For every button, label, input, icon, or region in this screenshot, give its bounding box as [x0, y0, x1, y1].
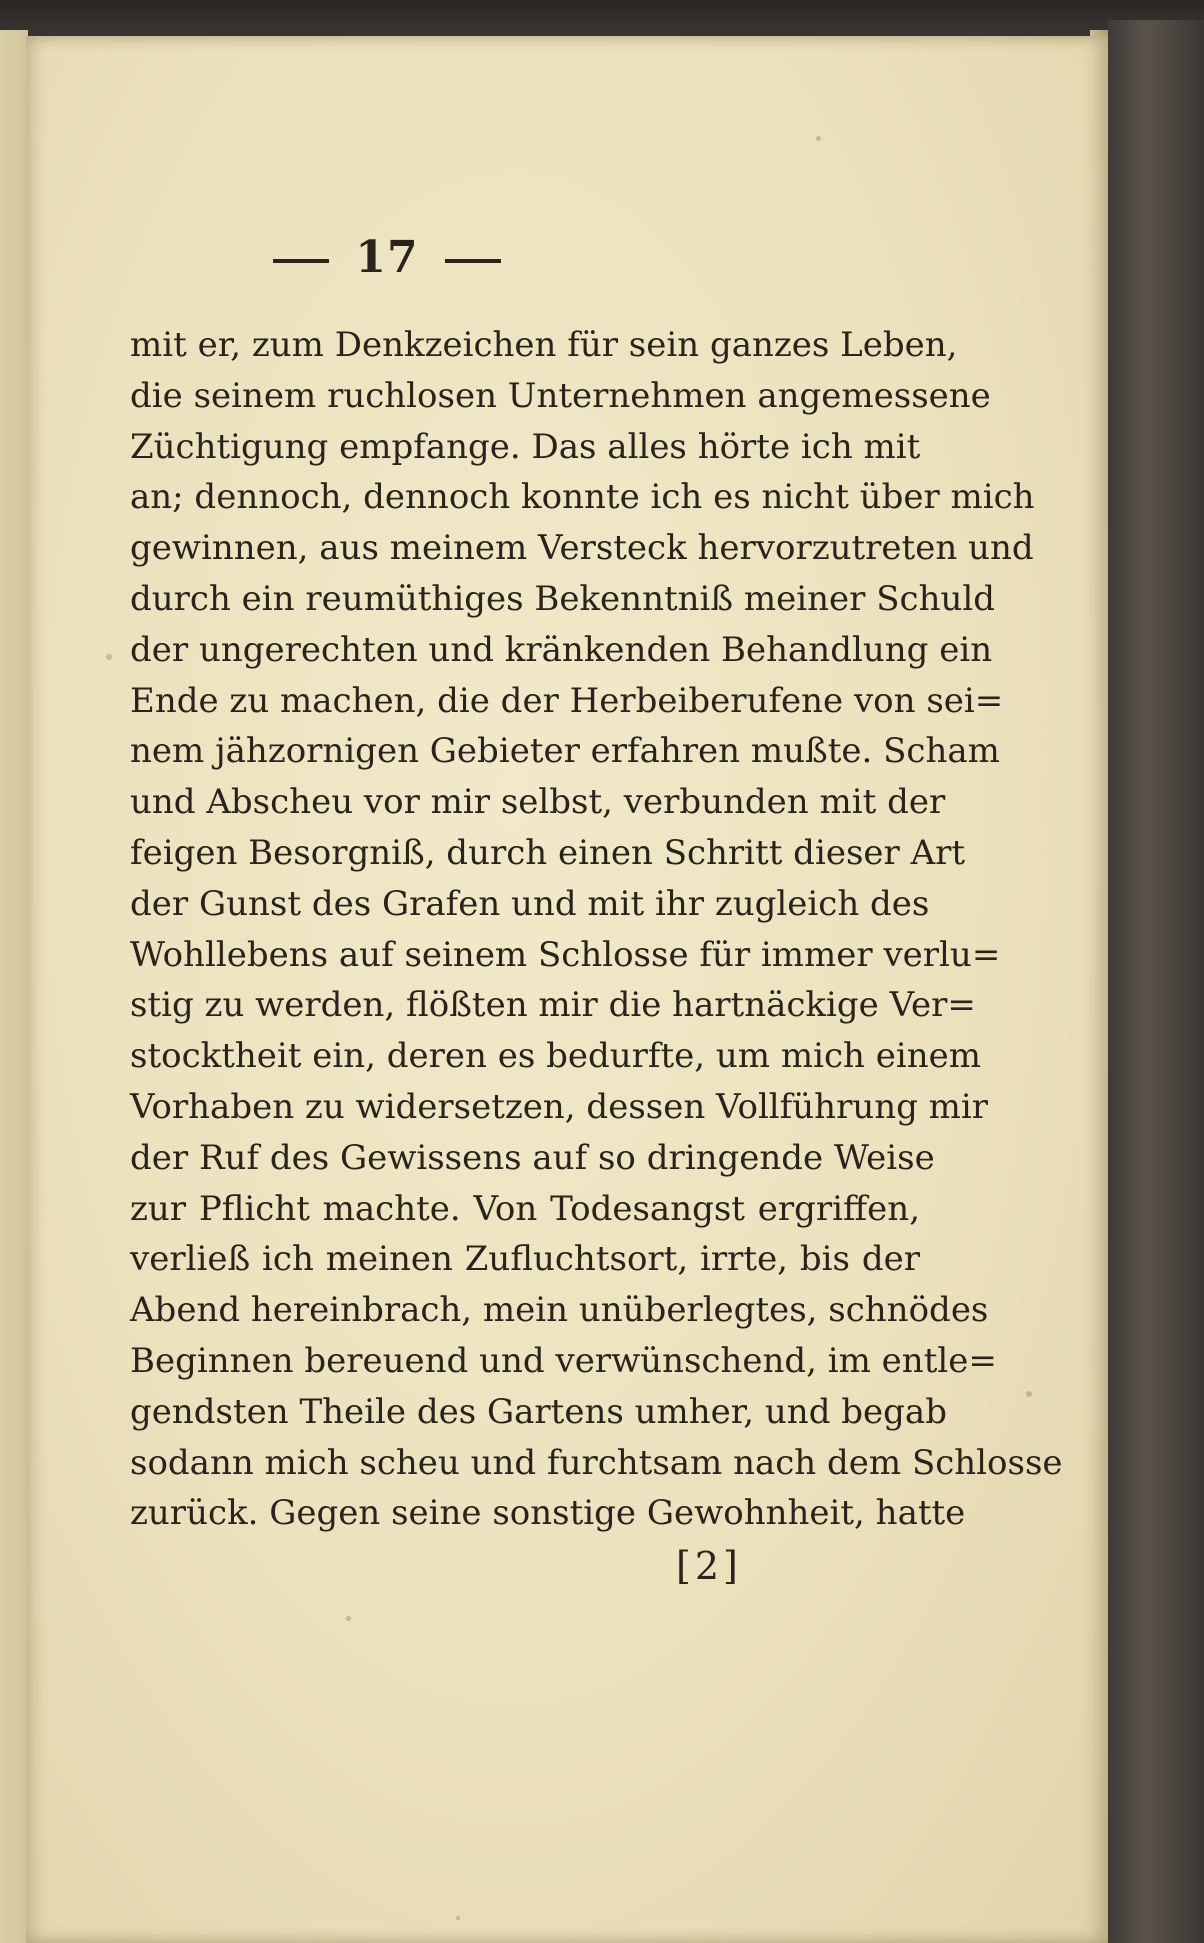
binding-top-edge: [0, 0, 1204, 40]
text-line: verließ ich meinen Zufluchtsort, irrte, bis der: [130, 1239, 920, 1280]
text-line: Abend hereinbrach, mein unüberlegtes, schnödes: [130, 1290, 989, 1331]
text-line: der ungerechten und kränkenden Behandlung ein: [130, 629, 993, 670]
text-line: stig zu werden, flößten mir die hartnäckige Ver=: [130, 985, 976, 1026]
text-line: der Ruf des Gewissens auf so dringende Weise: [130, 1137, 935, 1178]
text-line: gendsten Theile des Gartens umher, und begab: [130, 1391, 947, 1432]
text-line: die seinem ruchlosen Unternehmen angemessene: [130, 375, 991, 416]
text-line: zurück. Gegen seine sonstige Gewohnheit, hatte: [130, 1493, 966, 1534]
foxing-spot: [1026, 1391, 1032, 1397]
text-line: feigen Besorgniß, durch einen Schritt dieser Art: [130, 832, 966, 873]
text-line: an; dennoch, dennoch konnte ich es nicht über mich: [130, 477, 1035, 518]
foxing-spot: [106, 654, 112, 660]
text-line: Ende zu machen, die der Herbeiberufene von sei=: [130, 680, 1004, 721]
text-line: und Abscheu vor mir selbst, verbunden mit der: [130, 782, 946, 823]
text-line: Wohllebens auf seinem Schlosse für immer verlu=: [130, 934, 1001, 975]
text-line: Züchtigung empfange. Das alles hörte ich mit: [130, 426, 921, 467]
book-cover-edge: [1108, 20, 1204, 1943]
text-line: der Gunst des Grafen und mit ihr zugleich des: [130, 883, 930, 924]
text-line: nem jähzornigen Gebieter erfahren mußte. Scham: [130, 731, 1000, 772]
body-text: [130, 320, 1063, 1539]
foxing-spot: [346, 1616, 351, 1621]
text-line: gewinnen, aus meinem Versteck hervorzutreten und: [130, 528, 1034, 569]
book-page: [26, 36, 1108, 1943]
foxing-spot: [456, 1916, 460, 1920]
text-line: mit er, zum Denkzeichen für sein ganzes Leben,: [130, 325, 958, 365]
text-line: Beginnen bereuend und verwünschend, im entle=: [130, 1340, 997, 1381]
page-header: [0, 232, 928, 283]
foxing-spot: [816, 136, 821, 141]
signature-mark: [2]: [676, 1544, 742, 1588]
page-number: 17: [355, 232, 419, 283]
header-dash-right: [445, 259, 501, 263]
text-line: sodann mich scheu und furchtsam nach dem Schlosse: [130, 1442, 1063, 1483]
text-line: stocktheit ein, deren es bedurfte, um mich einem: [130, 1036, 981, 1077]
text-line: durch ein reumüthiges Bekenntniß meiner Schuld: [130, 578, 996, 619]
header-dash-left: [273, 259, 329, 263]
left-page-edge: [0, 30, 28, 1943]
text-line: Vorhaben zu widersetzen, dessen Vollführung mir: [130, 1086, 989, 1127]
text-line: zur Pflicht machte. Von Todesangst ergriffen,: [130, 1188, 920, 1229]
